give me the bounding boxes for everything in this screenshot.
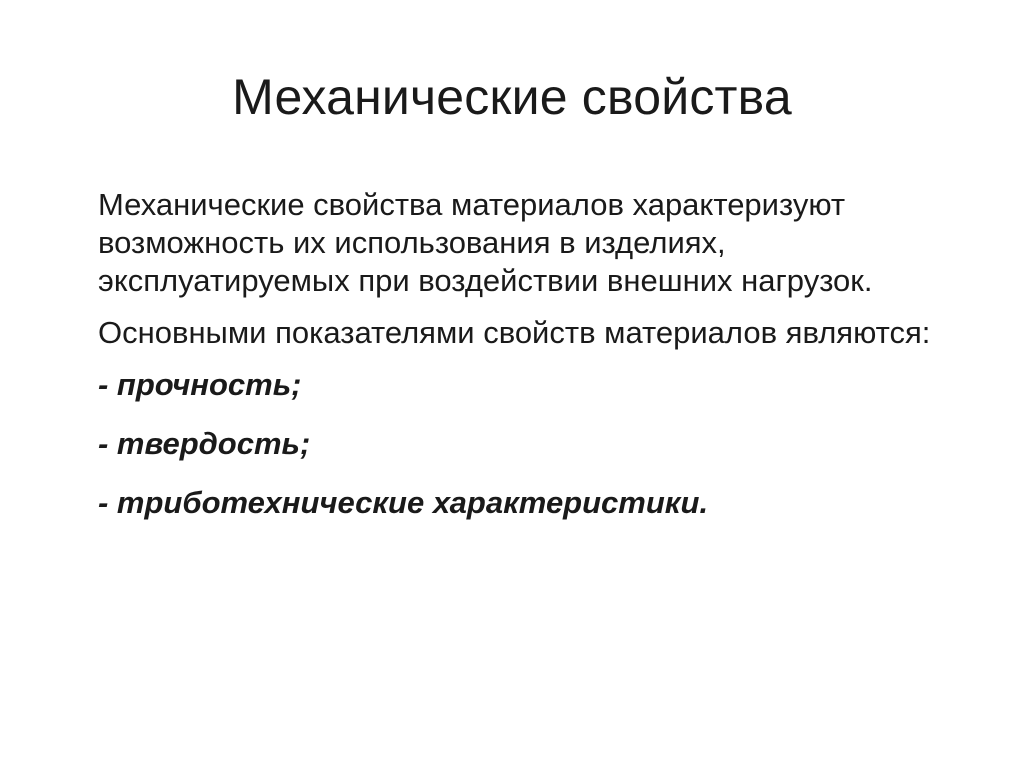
slide-title: Механические свойства — [232, 69, 792, 125]
bullet-hardness: - твердость; — [98, 426, 311, 461]
slide-body — [98, 186, 978, 543]
bullet-strength: - прочность; — [98, 367, 302, 402]
paragraph-indicators: Основными показателями свойств материалов являются: — [98, 315, 931, 350]
paragraph-definition: Механические свойства материалов характеризуют возможность их использования в изделиях, эксплуатируемых при воздействии внешних нагрузок. — [98, 187, 873, 298]
bullet-tribotechnical: - триботехнические характеристики. — [98, 485, 709, 520]
